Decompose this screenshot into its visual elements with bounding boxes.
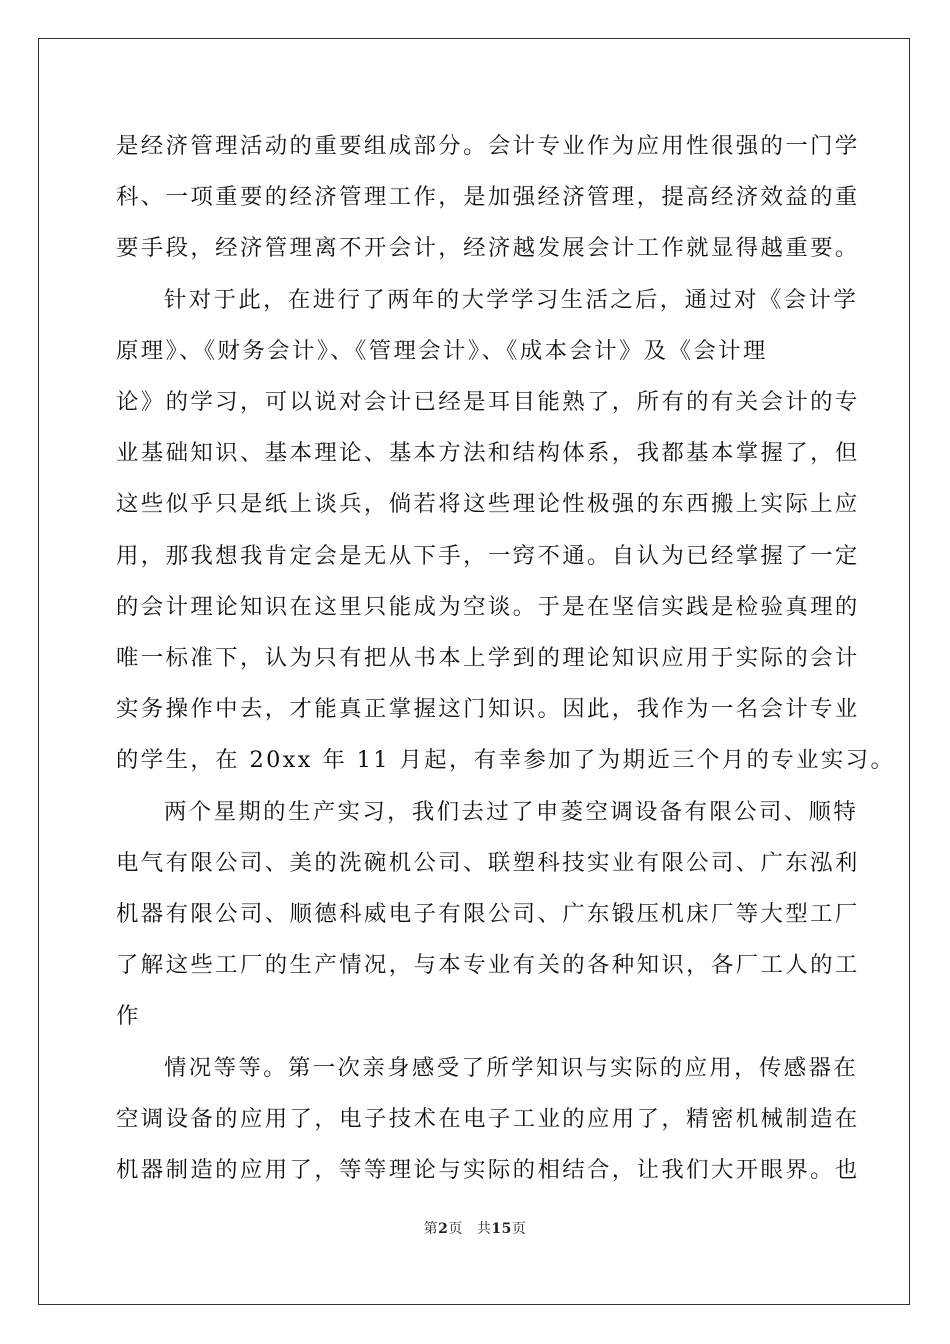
text-line: 机器制造的应用了，等等理论与实际的相结合，让我们大开眼界。也 xyxy=(116,1157,860,1184)
text-line: 要手段，经济管理离不开会计，经济越发展会计工作就显得越重要。 xyxy=(116,235,860,262)
text-line: 原理》、《财务会计》、《管理会计》、《成本会计》及《会计理 xyxy=(116,337,768,364)
text-line: 作 xyxy=(116,1003,141,1030)
footer-prefix: 第 xyxy=(423,1221,439,1237)
footer-total-prefix: 共 xyxy=(476,1221,492,1237)
document-body xyxy=(116,121,896,1196)
paragraph-1 xyxy=(116,121,860,275)
text-line: 电气有限公司、美的洗碗机公司、联塑科技实业有限公司、广东泓利 xyxy=(116,849,860,876)
text-line: 机器有限公司、顺德科威电子有限公司、广东锻压机床厂等大型工厂 xyxy=(116,901,860,928)
text-line: 空调设备的应用了，电子技术在电子工业的应用了，精密机械制造在 xyxy=(116,1105,860,1132)
text-line: 论》的学习，可以说对会计已经是耳目能熟了，所有的有关会计的专 xyxy=(116,389,860,416)
page-number: 2 xyxy=(438,1221,449,1237)
text-line: 唯一标准下，认为只有把从书本上学到的理论知识应用于实际的会计 xyxy=(116,645,860,672)
text-line: 用，那我想我肯定会是无从下手，一窍不通。自认为已经掌握了一定 xyxy=(116,542,860,569)
text-line: 的学生，在 20xx 年 11 月起，有幸参加了为期近三个月的专业实习。 xyxy=(116,747,896,774)
text-line: 的会计理论知识在这里只能成为空谈。于是在坚信实践是检验真理的 xyxy=(116,593,860,620)
text-line: 科、一项重要的经济管理工作，是加强经济管理，提高经济效益的重 xyxy=(116,184,860,211)
text-line: 业基础知识、基本理论、基本方法和结构体系，我都基本掌握了，但 xyxy=(116,440,860,467)
page-footer xyxy=(0,1218,950,1238)
text-line: 这些似乎只是纸上谈兵，倘若将这些理论性极强的东西搬上实际上应 xyxy=(116,491,860,518)
total-pages: 15 xyxy=(491,1221,512,1237)
paragraph-3 xyxy=(116,787,860,1043)
text-line: 是经济管理活动的重要组成部分。会计专业作为应用性很强的一门学 xyxy=(116,133,860,159)
text-line: 两个星期的生产实习，我们去过了申菱空调设备有限公司、顺特 xyxy=(164,798,859,825)
text-line: 情况等等。第一次亲身感受了所学知识与实际的应用，传感器在 xyxy=(164,1054,859,1081)
footer-total-suffix: 页 xyxy=(511,1221,527,1237)
text-line: 了解这些工厂的生产情况，与本专业有关的各种知识，各厂工人的工 xyxy=(116,952,860,979)
text-line: 实务操作中去，才能真正掌握这门知识。因此，我作为一名会计专业 xyxy=(116,696,860,723)
footer-page-suffix: 页 xyxy=(448,1221,463,1237)
paragraph-2 xyxy=(116,275,896,787)
text-line: 针对于此，在进行了两年的大学学习生活之后，通过对《会计学 xyxy=(164,286,859,313)
paragraph-4 xyxy=(116,1043,860,1197)
